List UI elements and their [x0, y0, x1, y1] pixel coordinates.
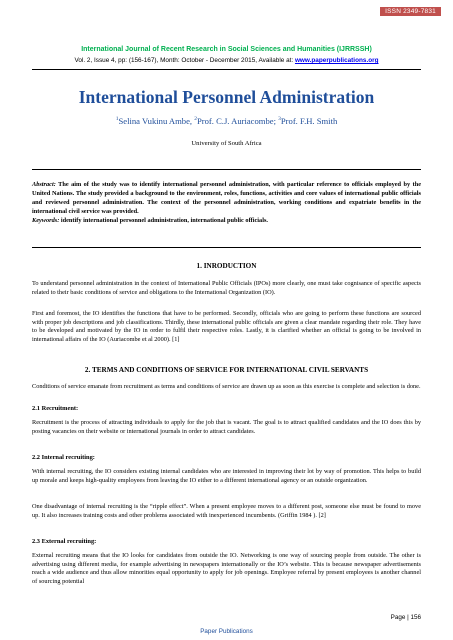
author-1-sup: 1: [115, 116, 119, 123]
author-2: Prof. C.J. Auriacombe;: [196, 116, 279, 126]
author-list: [0, 116, 453, 126]
abstract-text: The aim of the study was to identify international personnel administration, with particular reference to officials employed by the United Nations. The study provided a background to the environment, roles, functions, activities and core values of international public officials and reviewed personnel administration. The context of the personnel administration, working conditions and expatriate benefits in the international civil service was provided.: [32, 181, 421, 215]
issn-badge: ISSN 2349-7831: [380, 7, 441, 16]
author-3: Prof. F.H. Smith: [280, 116, 338, 126]
keywords-label: Keywords:: [32, 216, 60, 224]
journal-name: International Journal of Recent Research in Social Sciences and Humanities (IJRRSSH): [81, 46, 372, 53]
section-1-paragraph-2: First and foremost, the IO identifies the functions that have to be performed. Secondly, officials who are going to perform these functions are sourced with proper job descriptions and job classifications. Thirdly, these international public officials are given a clear mandate regarding their role. They have to be developed and motivated by the IO in order to fulfil their respective roles. Lastly, it is clarified whether an official is going to be involved in international affairs of the IO (Auriacombe et al 2000). [1]: [32, 310, 421, 344]
keywords-text: identify international personnel administration, international public officials.: [59, 216, 268, 224]
author-2-sup: 2: [194, 116, 197, 123]
abstract-bottom-divider: [32, 247, 421, 248]
section-2-2-paragraph-1: With internal recruiting, the IO considers existing internal candidates who are interested in improving their lot by way of promotion. This helps to build up morale and keeps high-quality employees from leaving the IO either to a different international agency or an outside organization.: [32, 468, 421, 484]
keywords-line: [32, 217, 421, 226]
journal-url-link[interactable]: www.paperpublications.org: [294, 57, 379, 64]
author-1: Selina Vukinu Ambe,: [118, 116, 195, 126]
section-2-heading: 2. TERMS AND CONDITIONS OF SERVICE FOR INTERNATIONAL CIVIL SERVANTS: [84, 366, 369, 374]
section-2-paragraph-1: Conditions of service emanate from recruitment as terms and conditions of service are drawn up as soon as this exercise is complete and selection is done.: [32, 383, 421, 390]
section-2-2-paragraph-2: One disadvantage of internal recruiting is the “ripple effect”. When a present employee moves to a different post, someone else must be found to move up. It also increases training costs and other problems associated with inexperienced incumbents. (Griffin 1984 ). [2]: [32, 503, 421, 519]
section-2-2-heading: 2.2 Internal recruiting:: [32, 454, 95, 461]
abstract-paragraph: [32, 181, 421, 217]
volume-info: Vol. 2, Issue 4, pp: (156-167), Month: October - December 2015, Available at:: [74, 57, 295, 64]
abstract-top-divider: [32, 169, 421, 170]
section-1-paragraph-1: To understand personnel administration in the context of International Public Officials (IPOs) more clearly, one must take cognisance of specific aspects related to their basic conditions of service and obligations to the International Organization (IO).: [32, 280, 421, 296]
section-2-1-paragraph: Recruitment is the process of attracting individuals to apply for the job that is vacant. The goal is to attract qualified candidates and the IO does this by posting vacancies on their website or international journals in order to attract candidates.: [32, 419, 421, 435]
header-divider: [32, 69, 421, 70]
section-1-heading: 1. INRODUCTION: [196, 262, 257, 270]
section-2-3-paragraph: External recruiting means that the IO looks for candidates from outside the IO. Networking is one way of sourcing people from outside. The other is advertising using different media, for example advertising in newspapers internationally or the IO’s website. This is because newspaper advertisements reach a wide audience and thus allow minorities equal opportunity to apply for job openings. Employee referral by present employees is another channel of sourcing potential: [32, 552, 421, 586]
journal-volume-line: [0, 57, 453, 64]
abstract-label: Abstract:: [32, 181, 56, 188]
publisher-footer: Paper Publications: [200, 628, 253, 635]
page-number: Page | 156: [390, 614, 421, 621]
affiliation: University of South Africa: [191, 140, 262, 147]
abstract-block: [32, 181, 421, 226]
paper-title: International Personnel Administration: [78, 87, 375, 107]
section-2-1-heading: 2.1 Recruitment:: [32, 405, 79, 412]
section-2-3-heading: 2.3 External recruiting:: [32, 538, 97, 545]
author-3-sup: 3: [278, 116, 281, 123]
